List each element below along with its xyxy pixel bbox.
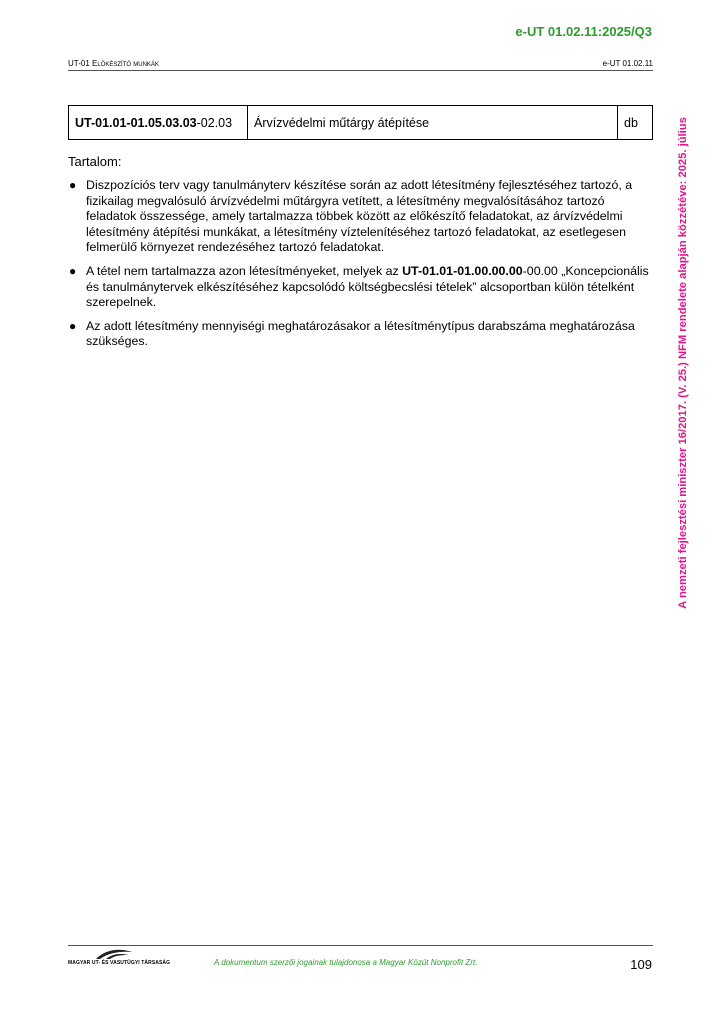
item-code-bold: UT-01.01-01.05.03.03 [75, 115, 197, 130]
bullet-code-bold: UT-01.01-01.00.00.00 [402, 263, 523, 278]
logo-wordmark: MAGYAR UT- ÉS VASUTÜGYI TÁRSASÁG [68, 960, 171, 966]
bullet-code-suffix: -00.00 [522, 263, 558, 278]
content-list [68, 178, 653, 358]
list-item [68, 178, 653, 256]
list-item [68, 319, 653, 350]
bullet-icon: ● [69, 178, 77, 192]
item-code-suffix: -02.03 [196, 115, 233, 130]
running-header [68, 57, 653, 71]
bullet-icon: ● [69, 263, 77, 278]
running-header-prefix: UT-01 [68, 59, 93, 68]
bullet-text-post: „Koncepcionális és tanulmánytervek elkészítéséhez kapcsolódó költségbecslési tételek” alcsoportban külön tételként szerepelnek. [86, 263, 649, 310]
running-header-caps: Előkészítő munkák [92, 59, 159, 68]
item-name-cell: Árvízvédelmi műtárgy átépítése [248, 106, 618, 140]
item-unit-cell: db [618, 106, 653, 140]
list-item [68, 264, 653, 311]
item-row [69, 106, 653, 140]
document-code: e-UT 01.02.11:2025/Q3 [515, 24, 652, 39]
publisher-logo [68, 948, 171, 970]
bullet-text: Az adott létesítmény mennyiségi meghatározásakor a létesítménytípus darabszáma meghatározása szükséges. [86, 318, 635, 349]
content-heading: Tartalom: [68, 154, 122, 169]
page-number: 109 [630, 957, 652, 972]
bullet-text-pre: A tétel nem tartalmazza azon létesítményeket, melyek az [86, 263, 403, 278]
running-header-right: e-UT 01.02.11 [602, 59, 653, 68]
item-table [68, 105, 653, 140]
publication-note: A nemzeti fejlesztési miniszter 16/2017. (V. 25.) NFM rendelete alapján közzétéve: 2025. július [677, 116, 689, 609]
bullet-icon: ● [69, 318, 77, 333]
road-swoosh-icon [94, 948, 134, 960]
copyright-notice: A dokumentum szerzői jogainak tulajdonosa a Magyar Közút Nonprofit Zrt. [214, 958, 478, 967]
publication-sidebar [676, 95, 690, 630]
footer-divider [68, 945, 653, 946]
item-code-cell [69, 106, 248, 140]
running-header-left [68, 59, 159, 68]
bullet-text: Diszpozíciós terv vagy tanulmányterv készítése során az adott létesítmény fejlesztéséhez tartozó, a fizikailag megvalósuló árvízvédelmi műtárgyra vetített, a létesítmény megvalósításához tartozó feladatok összessége, amely tartalmazza többek között az előkészítő feladatokat, az árvízvédelmi létesítmény átépítési munkákat, a létesítmény víztelenítéséhez tartozó feladatokat, az esetlegesen felmerülő környezet rendezéséhez tartozó feladatokat. [86, 178, 633, 255]
